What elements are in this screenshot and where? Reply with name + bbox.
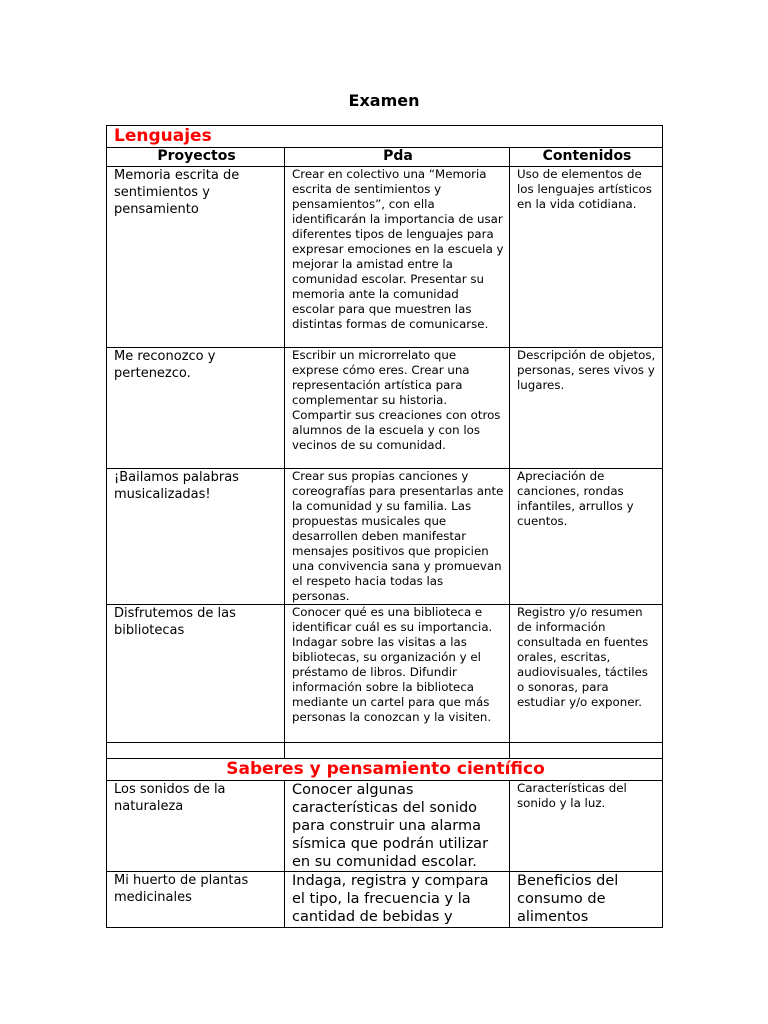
proyecto-cell: Mi huerto de plantas medicinales: [107, 872, 285, 928]
column-header-row: [107, 148, 663, 167]
proyecto-cell: Los sonidos de la naturaleza: [107, 781, 285, 872]
table-row: [107, 781, 663, 872]
section-header-row: [107, 759, 663, 781]
table-row: [107, 872, 663, 928]
empty-row: [107, 743, 663, 759]
page-title: Examen: [348, 91, 420, 110]
section-title-lenguajes: Lenguajes: [107, 126, 663, 148]
pda-cell: Crear sus propias canciones y coreografías para presentarlas ante la comunidad y su familia. Las propuestas musicales que desarrollen deben manifestar mensajes positivos que propicien una convivencia sana y promuevan el respeto hacia todas las personas.: [285, 469, 510, 605]
empty-cell: [285, 743, 510, 759]
pda-cell: Crear en colectivo una “Memoria escrita de sentimientos y pensamientos”, con ella identificarán la importancia de usar diferentes tipos de lenguajes para expresar emociones en la escuela y mejorar la amistad entre la comunidad escolar. Presentar su memoria ante la comunidad escolar para que muestren las distintas formas de comunicarse.: [285, 167, 510, 348]
table-row: [107, 605, 663, 743]
pda-cell: Escribir un microrrelato que exprese cómo eres. Crear una representación artística para complementar su historia. Compartir sus creaciones con otros alumnos de la escuela y con los vecinos de su comunidad.: [285, 348, 510, 469]
proyecto-cell: Memoria escrita de sentimientos y pensamiento: [107, 167, 285, 348]
header-contenidos: Contenidos: [510, 148, 663, 167]
proyecto-cell: Disfrutemos de las bibliotecas: [107, 605, 285, 743]
empty-cell: [107, 743, 285, 759]
empty-cell: [510, 743, 663, 759]
proyecto-cell: Me reconozco y pertenezco.: [107, 348, 285, 469]
pda-cell: Indaga, registra y compara el tipo, la frecuencia y la cantidad de bebidas y: [285, 872, 510, 928]
table-row: [107, 348, 663, 469]
proyecto-cell: ¡Bailamos palabras musicalizadas!: [107, 469, 285, 605]
pda-cell: Conocer qué es una biblioteca e identificar cuál es su importancia. Indagar sobre las visitas a las bibliotecas, su organización y el préstamo de libros. Difundir información sobre la biblioteca mediante un cartel para que más personas la conozcan y la visiten.: [285, 605, 510, 743]
exam-table: [106, 125, 663, 928]
header-proyectos: Proyectos: [107, 148, 285, 167]
pda-cell: Conocer algunas características del sonido para construir una alarma sísmica que podrán utilizar en su comunidad escolar.: [285, 781, 510, 872]
section-title-saberes: Saberes y pensamiento científico: [107, 759, 663, 781]
section-header-row: [107, 126, 663, 148]
header-pda: Pda: [285, 148, 510, 167]
contenido-cell: Características del sonido y la luz.: [510, 781, 663, 872]
table-row: [107, 469, 663, 605]
contenido-cell: Descripción de objetos, personas, seres vivos y lugares.: [510, 348, 663, 469]
contenido-cell: Uso de elementos de los lenguajes artísticos en la vida cotidiana.: [510, 167, 663, 348]
contenido-cell: Registro y/o resumen de información consultada en fuentes orales, escritas, audiovisuales, táctiles o sonoras, para estudiar y/o exponer.: [510, 605, 663, 743]
table-row: [107, 167, 663, 348]
contenido-cell: Apreciación de canciones, rondas infantiles, arrullos y cuentos.: [510, 469, 663, 605]
contenido-cell: Beneficios del consumo de alimentos: [510, 872, 663, 928]
